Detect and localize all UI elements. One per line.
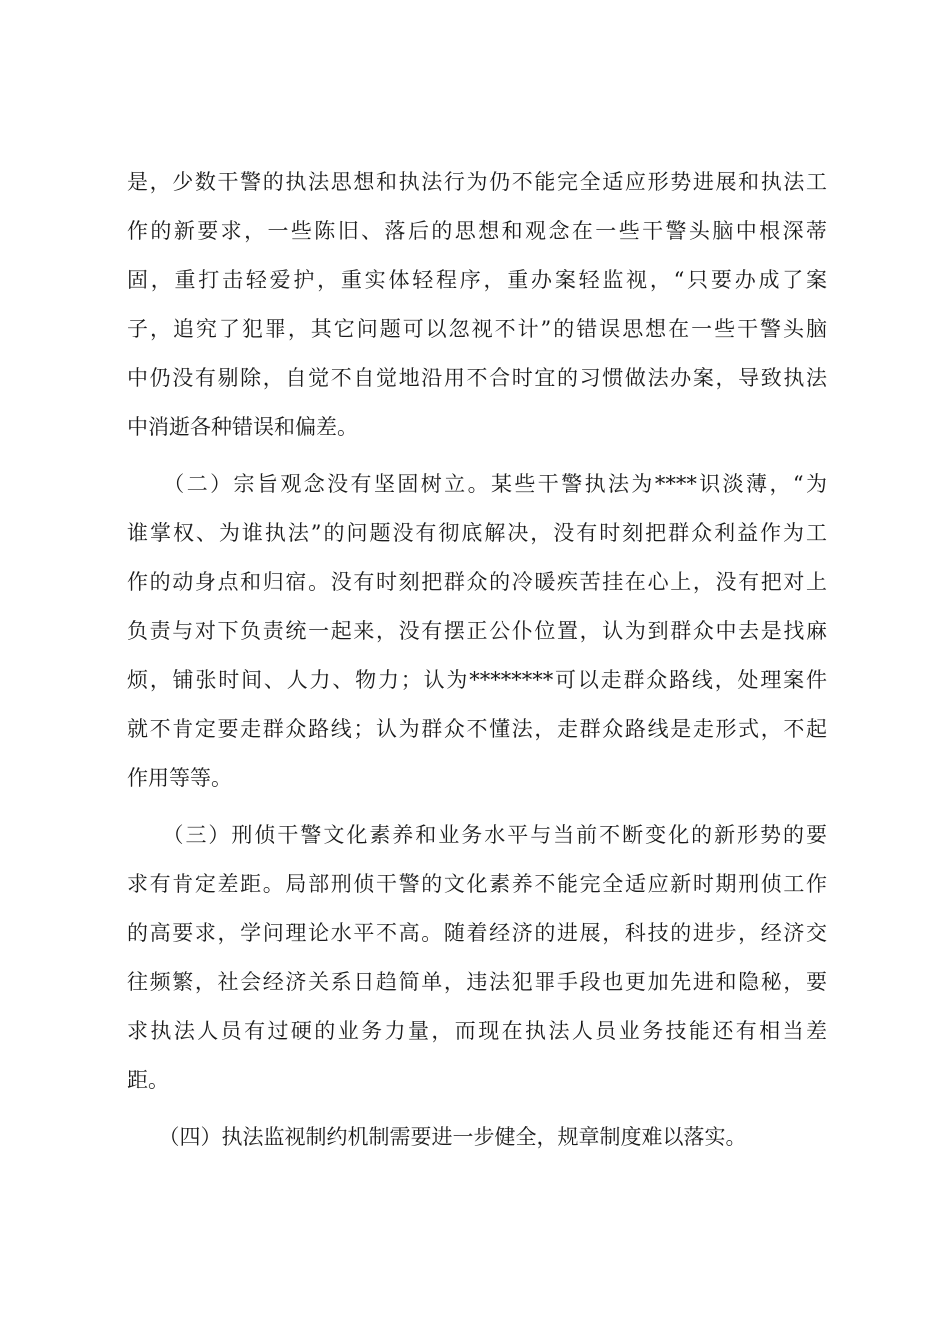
text-line: 求执法人员有过硬的业务力量，而现在执法人员业务技能还有相当差 [127, 1019, 827, 1043]
text-line: 就不肯定要走群众路线；认为群众不懂法，走群众路线是走形式，不起 [127, 717, 827, 741]
text-line: 往频繁，社会经济关系日趋简单，违法犯罪手段也更加先进和隐秘，要 [127, 970, 827, 994]
document-body [127, 158, 827, 1162]
text-line: 作用等等。 [127, 766, 232, 790]
text-line: 求有肯定差距。局部刑侦干警的文化素养不能完全适应新时期刑侦工作 [127, 872, 827, 896]
text-line: 子，追究了犯罪，其它问题可以忽视不计”的错误思想在一些干警头脑 [127, 317, 827, 341]
paragraph-3 [127, 811, 827, 1105]
text-line: 的高要求，学问理论水平不高。随着经济的进展，科技的进步，经济交 [127, 921, 827, 945]
paragraph-4 [127, 1113, 827, 1162]
paragraph-2 [127, 460, 827, 803]
text-line: 固，重打击轻爱护，重实体轻程序，重办案轻监视，“只要办成了案 [127, 268, 827, 292]
text-line: 中消逝各种错误和偏差。 [127, 415, 358, 439]
text-line: 谁掌权、为谁执法”的问题没有彻底解决，没有时刻把群众利益作为工 [127, 521, 827, 545]
text-line: （四）执法监视制约机制需要进一步健全，规章制度难以落实。 [127, 1125, 747, 1149]
text-line: 烦，铺张时间、人力、物力；认为********可以走群众路线，处理案件 [127, 668, 827, 692]
text-line: （二）宗旨观念没有坚固树立。某些干警执法为****识淡薄，“为 [127, 472, 827, 496]
text-line: 负责与对下负责统一起来，没有摆正公仆位置，认为到群众中去是找麻 [127, 619, 827, 643]
text-line: （三）刑侦干警文化素养和业务水平与当前不断变化的新形势的要 [127, 823, 827, 847]
text-line: 作的动身点和归宿。没有时刻把群众的冷暖疾苦挂在心上，没有把对上 [127, 570, 827, 594]
text-line: 距。 [127, 1068, 169, 1092]
text-line: 作的新要求，一些陈旧、落后的思想和观念在一些干警头脑中根深蒂 [127, 219, 827, 243]
paragraph-1 [127, 158, 827, 452]
text-line: 中仍没有剔除，自觉不自觉地沿用不合时宜的习惯做法办案，导致执法 [127, 366, 827, 390]
text-line: 是，少数干警的执法思想和执法行为仍不能完全适应形势进展和执法工 [127, 170, 827, 194]
